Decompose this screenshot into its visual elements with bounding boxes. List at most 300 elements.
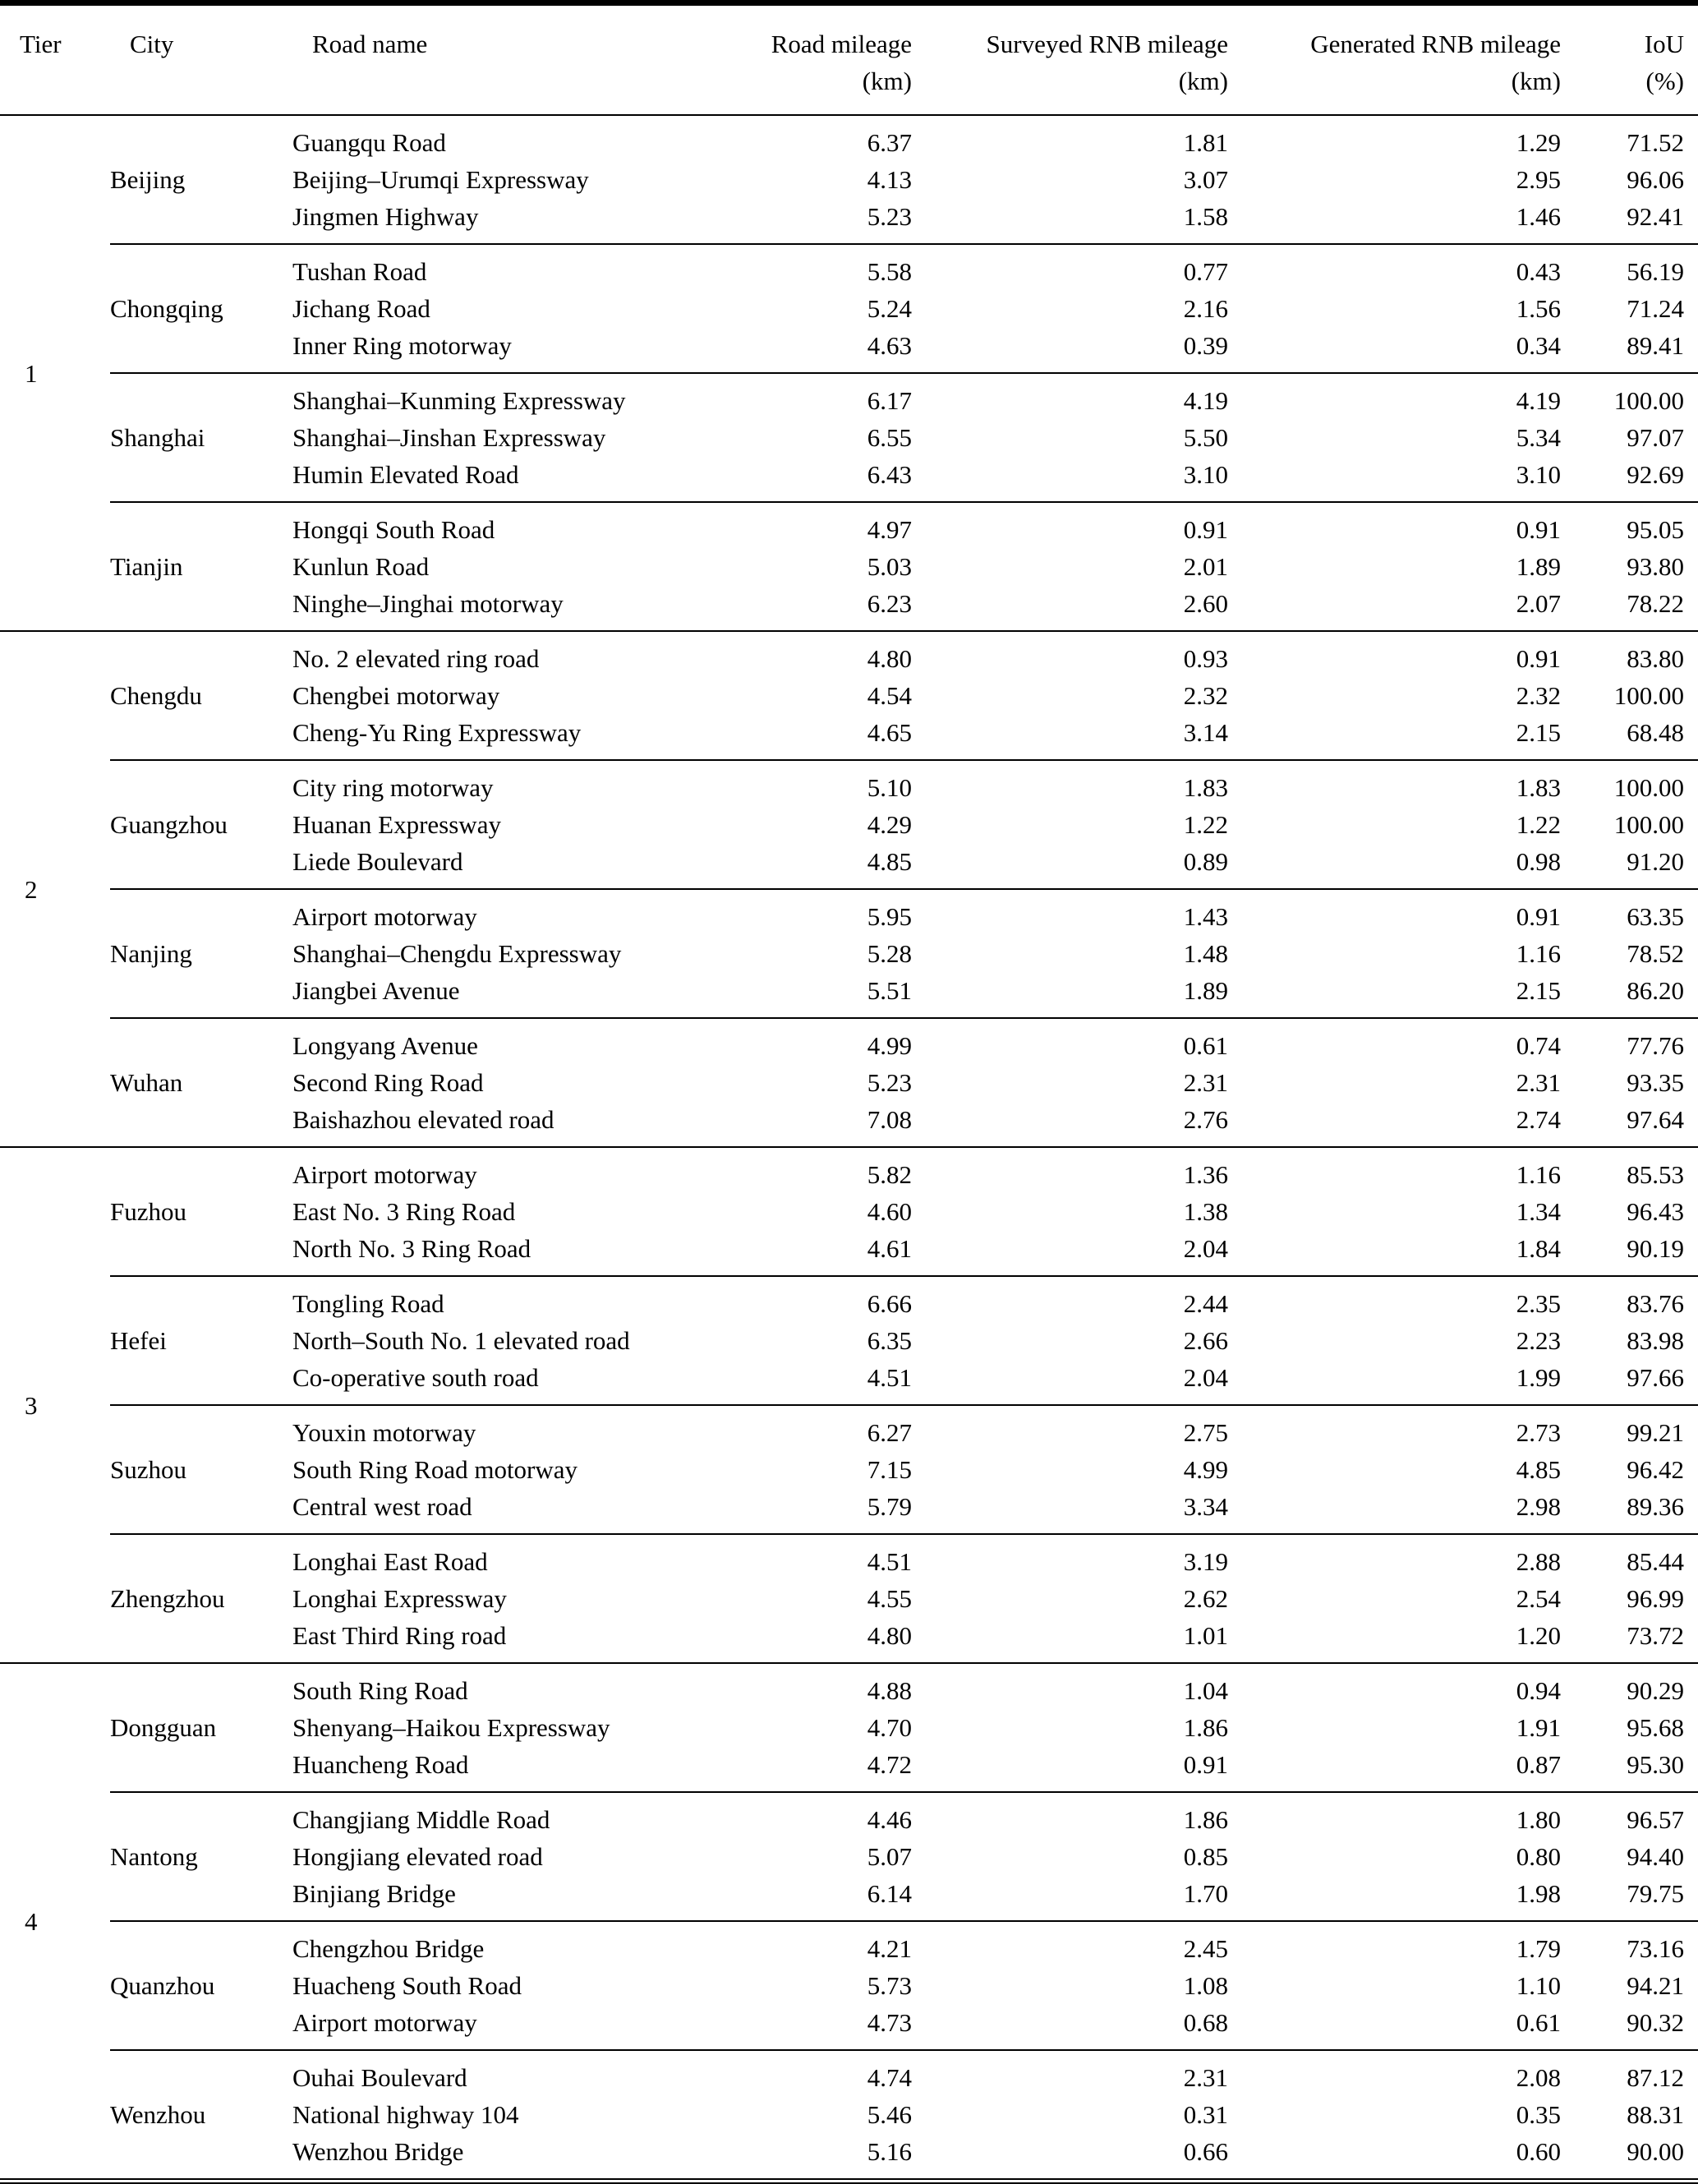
generated-mileage-cell: 2.74 — [1516, 1105, 1561, 1134]
table-row — [292, 290, 1684, 327]
roads-block — [292, 1672, 1698, 1783]
iou-cell: 96.42 — [1627, 1455, 1684, 1484]
table-row — [292, 2133, 1684, 2170]
road-mileage-cell: 6.17 — [867, 386, 912, 415]
city-label: Guangzhou — [110, 810, 228, 839]
iou-cell: 89.36 — [1627, 1492, 1684, 1521]
road-name-cell: Kunlun Road — [292, 552, 430, 581]
generated-mileage-cell: 0.34 — [1516, 331, 1561, 360]
table-row — [292, 1488, 1684, 1525]
roads-block — [292, 769, 1698, 880]
col-header-road-mileage-label: Road mileage — [771, 30, 912, 58]
road-mileage-cell: 4.51 — [867, 1547, 912, 1576]
generated-mileage-cell: 1.99 — [1516, 1363, 1561, 1392]
col-header-surveyed-mileage-unit: (km) — [1178, 67, 1228, 95]
tier-group — [0, 1662, 1698, 2178]
iou-cell: 83.76 — [1627, 1289, 1684, 1318]
iou-cell: 90.29 — [1627, 1676, 1684, 1705]
roads-block — [292, 511, 1698, 622]
road-name-cell: South Ring Road motorway — [292, 1455, 578, 1484]
iou-cell: 94.21 — [1627, 1971, 1684, 2000]
roads-block — [292, 253, 1698, 364]
road-name-cell: Hongjiang elevated road — [292, 1842, 543, 1871]
surveyed-mileage-cell: 1.86 — [1183, 1805, 1228, 1834]
road-mileage-cell: 4.54 — [867, 681, 912, 710]
generated-mileage-cell: 0.80 — [1516, 1842, 1561, 1871]
road-mileage-cell: 4.13 — [867, 165, 912, 194]
surveyed-mileage-cell: 1.89 — [1183, 976, 1228, 1005]
table-row — [292, 1414, 1684, 1451]
city-label: Zhengzhou — [110, 1584, 225, 1613]
iou-cell: 68.48 — [1627, 718, 1684, 747]
city-group — [110, 632, 1698, 759]
road-mileage-cell: 4.60 — [867, 1197, 912, 1226]
col-header-surveyed-mileage — [912, 25, 1228, 99]
surveyed-mileage-cell: 0.68 — [1183, 2008, 1228, 2037]
city-group — [110, 1920, 1698, 2049]
road-name-cell: East Third Ring road — [292, 1621, 507, 1650]
table-row — [292, 1580, 1684, 1617]
col-header-road-name — [312, 25, 715, 99]
surveyed-mileage-cell: 2.66 — [1183, 1326, 1228, 1355]
table-row — [292, 161, 1684, 198]
table-row — [292, 511, 1684, 548]
road-mileage-cell: 4.73 — [867, 2008, 912, 2037]
road-name-cell: Liede Boulevard — [292, 847, 463, 876]
surveyed-mileage-cell: 2.01 — [1183, 552, 1228, 581]
surveyed-mileage-cell: 1.70 — [1183, 1879, 1228, 1908]
iou-cell: 96.43 — [1627, 1197, 1684, 1226]
iou-cell: 97.64 — [1627, 1105, 1684, 1134]
roads-block — [292, 124, 1698, 235]
iou-cell: 85.53 — [1627, 1160, 1684, 1189]
surveyed-mileage-cell: 2.62 — [1183, 1584, 1228, 1613]
table-row — [292, 327, 1684, 364]
road-mileage-cell: 6.14 — [867, 1879, 912, 1908]
road-name-cell: Shenyang–Haikou Expressway — [292, 1713, 610, 1742]
road-name-cell: Huacheng South Road — [292, 1971, 522, 2000]
roads-block — [292, 1543, 1698, 1654]
iou-cell: 96.99 — [1627, 1584, 1684, 1613]
iou-cell: 100.00 — [1613, 810, 1684, 839]
iou-cell: 100.00 — [1613, 386, 1684, 415]
road-name-cell: Chengzhou Bridge — [292, 1934, 485, 1963]
road-name-cell: Longhai East Road — [292, 1547, 488, 1576]
table-row — [292, 898, 1684, 935]
road-name-cell: Tushan Road — [292, 257, 427, 286]
city-group — [110, 1275, 1698, 1404]
road-mileage-cell: 6.43 — [867, 460, 912, 489]
generated-mileage-cell: 2.08 — [1516, 2063, 1561, 2092]
table-row — [292, 382, 1684, 419]
roads-block — [292, 1930, 1698, 2041]
road-mileage-cell: 4.46 — [867, 1805, 912, 1834]
road-mileage-cell: 6.55 — [867, 423, 912, 452]
surveyed-mileage-cell: 2.32 — [1183, 681, 1228, 710]
generated-mileage-cell: 2.88 — [1516, 1547, 1561, 1576]
surveyed-mileage-cell: 2.45 — [1183, 1934, 1228, 1963]
road-mileage-cell: 7.08 — [867, 1105, 912, 1134]
generated-mileage-cell: 0.94 — [1516, 1676, 1561, 1705]
surveyed-mileage-cell: 5.50 — [1183, 423, 1228, 452]
road-name-cell: Wenzhou Bridge — [292, 2137, 464, 2166]
surveyed-mileage-cell: 0.31 — [1183, 2100, 1228, 2129]
generated-mileage-cell: 0.74 — [1516, 1031, 1561, 1060]
city-label: Beijing — [110, 165, 186, 194]
roads-block — [292, 1027, 1698, 1138]
city-label: Wenzhou — [110, 2100, 206, 2129]
iou-cell: 95.68 — [1627, 1713, 1684, 1742]
generated-mileage-cell: 1.89 — [1516, 552, 1561, 581]
road-mileage-cell: 4.80 — [867, 644, 912, 673]
surveyed-mileage-cell: 3.10 — [1183, 460, 1228, 489]
table-row — [292, 1285, 1684, 1322]
table-row — [292, 677, 1684, 714]
generated-mileage-cell: 5.34 — [1516, 423, 1561, 452]
city-group — [110, 243, 1698, 372]
surveyed-mileage-cell: 1.22 — [1183, 810, 1228, 839]
generated-mileage-cell: 0.91 — [1516, 515, 1561, 544]
surveyed-mileage-cell: 1.58 — [1183, 202, 1228, 231]
table-row — [292, 1617, 1684, 1654]
iou-cell: 95.30 — [1627, 1750, 1684, 1779]
road-mileage-cell: 5.79 — [867, 1492, 912, 1521]
generated-mileage-cell: 2.07 — [1516, 589, 1561, 618]
col-header-generated-mileage-label: Generated RNB mileage — [1310, 30, 1561, 58]
surveyed-mileage-cell: 2.31 — [1183, 2063, 1228, 2092]
table-row — [292, 585, 1684, 622]
generated-mileage-cell: 1.91 — [1516, 1713, 1561, 1742]
city-label: Wuhan — [110, 1068, 183, 1097]
cities-container — [110, 632, 1698, 1146]
generated-mileage-cell: 1.79 — [1516, 1934, 1561, 1963]
road-name-cell: Cheng-Yu Ring Expressway — [292, 718, 582, 747]
road-name-cell: Airport motorway — [292, 902, 477, 931]
col-header-iou — [1561, 25, 1684, 99]
iou-cell: 94.40 — [1627, 1842, 1684, 1871]
road-name-cell: Guangqu Road — [292, 128, 446, 157]
surveyed-mileage-cell: 2.60 — [1183, 589, 1228, 618]
city-label: Shanghai — [110, 423, 205, 452]
table-row — [292, 456, 1684, 493]
road-mileage-cell: 5.23 — [867, 202, 912, 231]
iou-cell: 78.22 — [1627, 589, 1684, 618]
table-row — [292, 1322, 1684, 1359]
table-row — [292, 843, 1684, 880]
road-name-cell: Jichang Road — [292, 294, 430, 323]
table-row — [292, 1064, 1684, 1101]
table-header — [0, 6, 1698, 116]
roads-block — [292, 640, 1698, 751]
table-row — [292, 2096, 1684, 2133]
surveyed-mileage-cell: 1.38 — [1183, 1197, 1228, 1226]
road-mileage-cell: 4.61 — [867, 1234, 912, 1263]
generated-mileage-cell: 0.35 — [1516, 2100, 1561, 2129]
tier-group — [0, 1146, 1698, 1662]
table-row — [292, 198, 1684, 235]
city-label: Suzhou — [110, 1455, 186, 1484]
table-row — [292, 1451, 1684, 1488]
city-group — [110, 1791, 1698, 1920]
surveyed-mileage-cell: 1.43 — [1183, 902, 1228, 931]
city-label: Hefei — [110, 1326, 167, 1355]
city-label: Dongguan — [110, 1713, 217, 1742]
surveyed-mileage-cell: 3.19 — [1183, 1547, 1228, 1576]
table-row — [292, 1709, 1684, 1746]
city-label: Nanjing — [110, 939, 192, 968]
road-mileage-cell: 4.74 — [867, 2063, 912, 2092]
road-name-cell: Second Ring Road — [292, 1068, 484, 1097]
road-mileage-cell: 4.65 — [867, 718, 912, 747]
table-row — [292, 935, 1684, 972]
iou-cell: 90.00 — [1627, 2137, 1684, 2166]
generated-mileage-cell: 2.98 — [1516, 1492, 1561, 1521]
road-name-cell: East No. 3 Ring Road — [292, 1197, 516, 1226]
city-group — [110, 1017, 1698, 1146]
iou-cell: 71.24 — [1627, 294, 1684, 323]
iou-cell: 63.35 — [1627, 902, 1684, 931]
road-mileage-cell: 4.99 — [867, 1031, 912, 1060]
table-row — [292, 2059, 1684, 2096]
road-mileage-cell: 4.85 — [867, 847, 912, 876]
generated-mileage-cell: 1.34 — [1516, 1197, 1561, 1226]
table-row — [292, 806, 1684, 843]
col-header-city — [130, 25, 312, 99]
iou-cell: 89.41 — [1627, 331, 1684, 360]
table-row — [292, 714, 1684, 751]
road-mileage-cell: 6.23 — [867, 589, 912, 618]
table-row — [292, 1027, 1684, 1064]
road-name-cell: Huancheng Road — [292, 1750, 469, 1779]
generated-mileage-cell: 0.43 — [1516, 257, 1561, 286]
generated-mileage-cell: 1.20 — [1516, 1621, 1561, 1650]
road-name-cell: Central west road — [292, 1492, 472, 1521]
tier-group — [0, 116, 1698, 630]
generated-mileage-cell: 0.61 — [1516, 2008, 1561, 2037]
city-group — [110, 888, 1698, 1017]
city-label: Chongqing — [110, 294, 223, 323]
road-name-cell: Humin Elevated Road — [292, 460, 519, 489]
iou-cell: 95.05 — [1627, 515, 1684, 544]
col-header-road-mileage-unit: (km) — [862, 67, 912, 95]
city-group — [110, 759, 1698, 888]
city-group — [110, 2049, 1698, 2178]
cities-container — [110, 1148, 1698, 1662]
table-row — [292, 1801, 1684, 1838]
table-row — [292, 1156, 1684, 1193]
surveyed-mileage-cell: 0.85 — [1183, 1842, 1228, 1871]
generated-mileage-cell: 1.16 — [1516, 1160, 1561, 1189]
road-mileage-cell: 4.70 — [867, 1713, 912, 1742]
table-row — [292, 769, 1684, 806]
road-mileage-cell: 5.10 — [867, 773, 912, 802]
col-header-road-name-label: Road name — [312, 30, 428, 58]
road-mileage-cell: 4.55 — [867, 1584, 912, 1613]
surveyed-mileage-cell: 3.34 — [1183, 1492, 1228, 1521]
surveyed-mileage-cell: 1.86 — [1183, 1713, 1228, 1742]
city-group — [110, 372, 1698, 501]
iou-cell: 90.19 — [1627, 1234, 1684, 1263]
surveyed-mileage-cell: 2.16 — [1183, 294, 1228, 323]
table-row — [292, 1838, 1684, 1875]
road-name-cell: Shanghai–Kunming Expressway — [292, 386, 626, 415]
table-row — [292, 1967, 1684, 2004]
roads-block — [292, 2059, 1698, 2170]
surveyed-mileage-cell: 1.48 — [1183, 939, 1228, 968]
generated-mileage-cell: 0.91 — [1516, 644, 1561, 673]
surveyed-mileage-cell: 1.83 — [1183, 773, 1228, 802]
road-name-cell: Longyang Avenue — [292, 1031, 478, 1060]
cities-container — [110, 116, 1698, 630]
surveyed-mileage-cell: 0.61 — [1183, 1031, 1228, 1060]
col-header-generated-mileage — [1228, 25, 1561, 99]
road-name-cell: Hongqi South Road — [292, 515, 495, 544]
road-mileage-cell: 5.51 — [867, 976, 912, 1005]
col-header-iou-label: IoU — [1644, 30, 1684, 58]
generated-mileage-cell: 2.15 — [1516, 976, 1561, 1005]
surveyed-mileage-cell: 2.76 — [1183, 1105, 1228, 1134]
roads-block — [292, 1801, 1698, 1912]
surveyed-mileage-cell: 4.19 — [1183, 386, 1228, 415]
table-row — [292, 1101, 1684, 1138]
iou-cell: 79.75 — [1627, 1879, 1684, 1908]
city-group — [110, 116, 1698, 243]
road-mileage-cell: 5.23 — [867, 1068, 912, 1097]
iou-cell: 99.21 — [1627, 1418, 1684, 1447]
road-name-cell: South Ring Road — [292, 1676, 468, 1705]
road-mileage-cell: 4.72 — [867, 1750, 912, 1779]
road-mileage-cell: 6.27 — [867, 1418, 912, 1447]
table-row — [292, 1930, 1684, 1967]
table-row — [292, 1543, 1684, 1580]
surveyed-mileage-cell: 2.44 — [1183, 1289, 1228, 1318]
generated-mileage-cell: 2.35 — [1516, 1289, 1561, 1318]
city-label: Fuzhou — [110, 1197, 186, 1226]
table-row — [292, 1746, 1684, 1783]
iou-cell: 91.20 — [1627, 847, 1684, 876]
surveyed-mileage-cell: 2.04 — [1183, 1363, 1228, 1392]
iou-cell: 78.52 — [1627, 939, 1684, 968]
surveyed-mileage-cell: 1.08 — [1183, 1971, 1228, 2000]
generated-mileage-cell: 1.80 — [1516, 1805, 1561, 1834]
table-row — [292, 1875, 1684, 1912]
surveyed-mileage-cell: 0.66 — [1183, 2137, 1228, 2166]
generated-mileage-cell: 1.46 — [1516, 202, 1561, 231]
roads-block — [292, 1414, 1698, 1525]
iou-cell: 73.72 — [1627, 1621, 1684, 1650]
road-mileage-cell: 4.21 — [867, 1934, 912, 1963]
roads-block — [292, 1285, 1698, 1396]
city-group — [110, 1664, 1698, 1791]
road-mileage-cell: 5.07 — [867, 1842, 912, 1871]
generated-mileage-cell: 3.10 — [1516, 460, 1561, 489]
table-row — [292, 124, 1684, 161]
city-label: Tianjin — [110, 552, 183, 581]
road-mileage-cell: 7.15 — [867, 1455, 912, 1484]
road-mileage-cell: 4.80 — [867, 1621, 912, 1650]
iou-cell: 85.44 — [1627, 1547, 1684, 1576]
surveyed-mileage-cell: 4.99 — [1183, 1455, 1228, 1484]
table-row — [292, 253, 1684, 290]
surveyed-mileage-cell: 2.75 — [1183, 1418, 1228, 1447]
table-row — [292, 640, 1684, 677]
col-header-city-label: City — [130, 30, 174, 58]
road-mileage-cell: 4.29 — [867, 810, 912, 839]
generated-mileage-cell: 0.87 — [1516, 1750, 1561, 1779]
generated-mileage-cell: 1.98 — [1516, 1879, 1561, 1908]
tier-group — [0, 630, 1698, 1146]
table-row — [292, 1672, 1684, 1709]
surveyed-mileage-cell: 1.81 — [1183, 128, 1228, 157]
road-name-cell: Huanan Expressway — [292, 810, 501, 839]
road-mileage-cell: 5.46 — [867, 2100, 912, 2129]
surveyed-mileage-cell: 0.89 — [1183, 847, 1228, 876]
iou-cell: 97.07 — [1627, 423, 1684, 452]
generated-mileage-cell: 1.84 — [1516, 1234, 1561, 1263]
road-name-cell: Binjiang Bridge — [292, 1879, 456, 1908]
road-name-cell: Changjiang Middle Road — [292, 1805, 550, 1834]
road-name-cell: Shanghai–Chengdu Expressway — [292, 939, 622, 968]
col-header-generated-mileage-unit: (km) — [1511, 67, 1561, 95]
table-row — [292, 548, 1684, 585]
surveyed-mileage-cell: 2.04 — [1183, 1234, 1228, 1263]
iou-cell: 87.12 — [1627, 2063, 1684, 2092]
col-header-surveyed-mileage-label: Surveyed RNB mileage — [986, 30, 1228, 58]
road-name-cell: Baishazhou elevated road — [292, 1105, 554, 1134]
road-mileage-cell: 5.58 — [867, 257, 912, 286]
road-mileage-cell: 5.28 — [867, 939, 912, 968]
city-label: Quanzhou — [110, 1971, 215, 2000]
generated-mileage-cell: 2.31 — [1516, 1068, 1561, 1097]
iou-cell: 56.19 — [1627, 257, 1684, 286]
road-mileage-cell: 5.16 — [867, 2137, 912, 2166]
road-mileage-cell: 5.24 — [867, 294, 912, 323]
tier-label: 1 — [25, 358, 38, 388]
iou-cell: 93.35 — [1627, 1068, 1684, 1097]
generated-mileage-cell: 1.29 — [1516, 128, 1561, 157]
col-header-iou-unit: (%) — [1645, 67, 1684, 95]
table-body — [0, 116, 1698, 2178]
iou-cell: 77.76 — [1627, 1031, 1684, 1060]
surveyed-mileage-cell: 0.93 — [1183, 644, 1228, 673]
iou-cell: 71.52 — [1627, 128, 1684, 157]
road-mileage-cell: 4.88 — [867, 1676, 912, 1705]
city-group — [110, 501, 1698, 630]
iou-cell: 97.66 — [1627, 1363, 1684, 1392]
tier-label: 2 — [25, 874, 38, 904]
iou-cell: 96.06 — [1627, 165, 1684, 194]
col-header-road-mileage — [715, 25, 912, 99]
road-name-cell: National highway 104 — [292, 2100, 519, 2129]
surveyed-mileage-cell: 0.39 — [1183, 331, 1228, 360]
road-mileage-cell: 6.66 — [867, 1289, 912, 1318]
generated-mileage-cell: 4.19 — [1516, 386, 1561, 415]
table-row — [292, 419, 1684, 456]
city-label: Chengdu — [110, 681, 202, 710]
city-group — [110, 1148, 1698, 1275]
surveyed-mileage-cell: 1.04 — [1183, 1676, 1228, 1705]
road-name-cell: Chengbei motorway — [292, 681, 500, 710]
surveyed-mileage-cell: 0.91 — [1183, 1750, 1228, 1779]
road-name-cell: Tongling Road — [292, 1289, 444, 1318]
surveyed-mileage-cell: 3.14 — [1183, 718, 1228, 747]
road-name-cell: Airport motorway — [292, 2008, 477, 2037]
road-name-cell: Jingmen Highway — [292, 202, 479, 231]
generated-mileage-cell: 1.56 — [1516, 294, 1561, 323]
road-name-cell: Ninghe–Jinghai motorway — [292, 589, 564, 618]
road-name-cell: Jiangbei Avenue — [292, 976, 460, 1005]
surveyed-mileage-cell: 3.07 — [1183, 165, 1228, 194]
